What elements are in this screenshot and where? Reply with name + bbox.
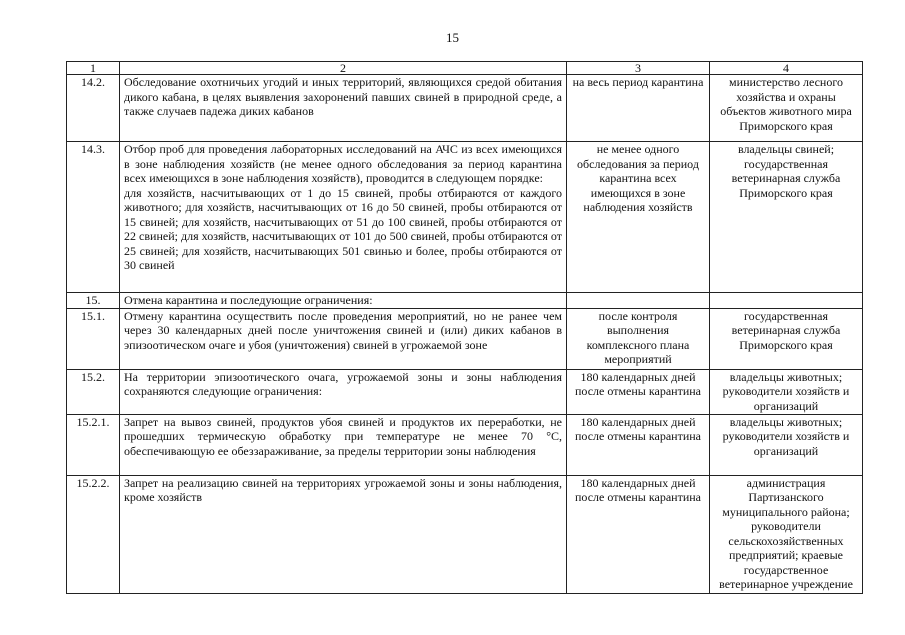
item-number: 15.2. xyxy=(67,369,120,414)
measure-text: На территории эпизоотического очага, угрожаемой зоны и зоны наблюдения сохраняются следующие ограничения: xyxy=(120,369,567,414)
column-header: 1 xyxy=(67,62,120,75)
table-row xyxy=(67,75,863,142)
column-header: 3 xyxy=(567,62,710,75)
section-title: Отмена карантина и последующие ограничения: xyxy=(120,293,567,309)
responsible-text: владельцы свиней; государственная ветеринарная служба Приморского края xyxy=(710,142,863,293)
term-text: 180 календарных дней после отмены карантина xyxy=(567,475,710,593)
column-header: 4 xyxy=(710,62,863,75)
table-row xyxy=(67,475,863,593)
column-header: 2 xyxy=(120,62,567,75)
responsible-text: министерство лесного хозяйства и охраны объектов животного мира Приморского края xyxy=(710,75,863,142)
responsible-text: администрация Партизанского муниципального района; руководители сельскохозяйственных предприятий; краевые государственное ветеринарное учреждение xyxy=(710,475,863,593)
section-row xyxy=(67,293,863,309)
responsible-text: владельцы животных; руководители хозяйств и организаций xyxy=(710,369,863,414)
term-text: на весь период карантина xyxy=(567,75,710,142)
term-text: 180 календарных дней после отмены карантина xyxy=(567,414,710,475)
measure-text-line: Отбор проб для проведения лабораторных исследований на АЧС из всех имеющихся в зоне наблюдения хозяйств (не менее одного обследования за период карантина всех имеющихся в зоне наблюдения хозяйств), проводится в следующем порядке: для хозяйств, насчитывающих от 1 до 15 свиней, пробы отбираются от каждого животного; для хозяйств, насчитывающих от 16 до 50 свиней, пробы отбираются от 15 свиней; для хозяйств, насчитывающих от 51 до 100 свиней, пробы отбираются от 22 свиней; для хозяйств, насчитывающих от 101 до 500 свиней, пробы отбираются от 25 свиней; для хозяйств, насчитывающих 501 свинью и более, пробы отбираются от 30 свиней xyxy=(124,142,562,272)
measure-text: Запрет на вывоз свиней, продуктов убоя свиней и продуктов их переработки, не прошедших термическую обработку при температуре не менее 70 °С, обеспечивающую ее обеззараживание, за пределы территории зоны наблюдения xyxy=(120,414,567,475)
term-text xyxy=(567,293,710,309)
table-row xyxy=(67,142,863,293)
measure-text: Обследование охотничьих угодий и иных территорий, являющихся средой обитания дикого кабана, в целях выявления захоронений павших свиней в природной среде, а также случаев падежа диких кабанов xyxy=(120,75,567,142)
term-text: не менее одного обследования за период карантина всех имеющихся в зоне наблюдения хозяйств xyxy=(567,142,710,293)
table-header-row xyxy=(67,62,863,75)
table-row xyxy=(67,369,863,414)
item-number: 15.1. xyxy=(67,308,120,369)
table-row xyxy=(67,414,863,475)
responsible-text: государственная ветеринарная служба Приморского края xyxy=(710,308,863,369)
measure-text xyxy=(120,142,567,293)
responsible-text: владельцы животных; руководители хозяйств и организаций xyxy=(710,414,863,475)
item-number: 15.2.2. xyxy=(67,475,120,593)
responsible-text xyxy=(710,293,863,309)
measures-table xyxy=(66,61,863,594)
item-number: 15.2.1. xyxy=(67,414,120,475)
page-number: 15 xyxy=(446,30,459,45)
item-number: 14.3. xyxy=(67,142,120,293)
measure-text: Запрет на реализацию свиней на территориях угрожаемой зоны и зоны наблюдения, кроме хозяйств xyxy=(120,475,567,593)
table-row xyxy=(67,308,863,369)
item-number: 14.2. xyxy=(67,75,120,142)
term-text: после контроля выполнения комплексного плана мероприятий xyxy=(567,308,710,369)
measure-text: Отмену карантина осуществить после проведения мероприятий, но не ранее чем через 30 календарных дней после уничтожения свиней и (или) диких кабанов в эпизоотическом очаге и убоя (уничтожения) свиней в угрожаемой зоне xyxy=(120,308,567,369)
term-text: 180 календарных дней после отмены карантина xyxy=(567,369,710,414)
section-number: 15. xyxy=(67,293,120,309)
